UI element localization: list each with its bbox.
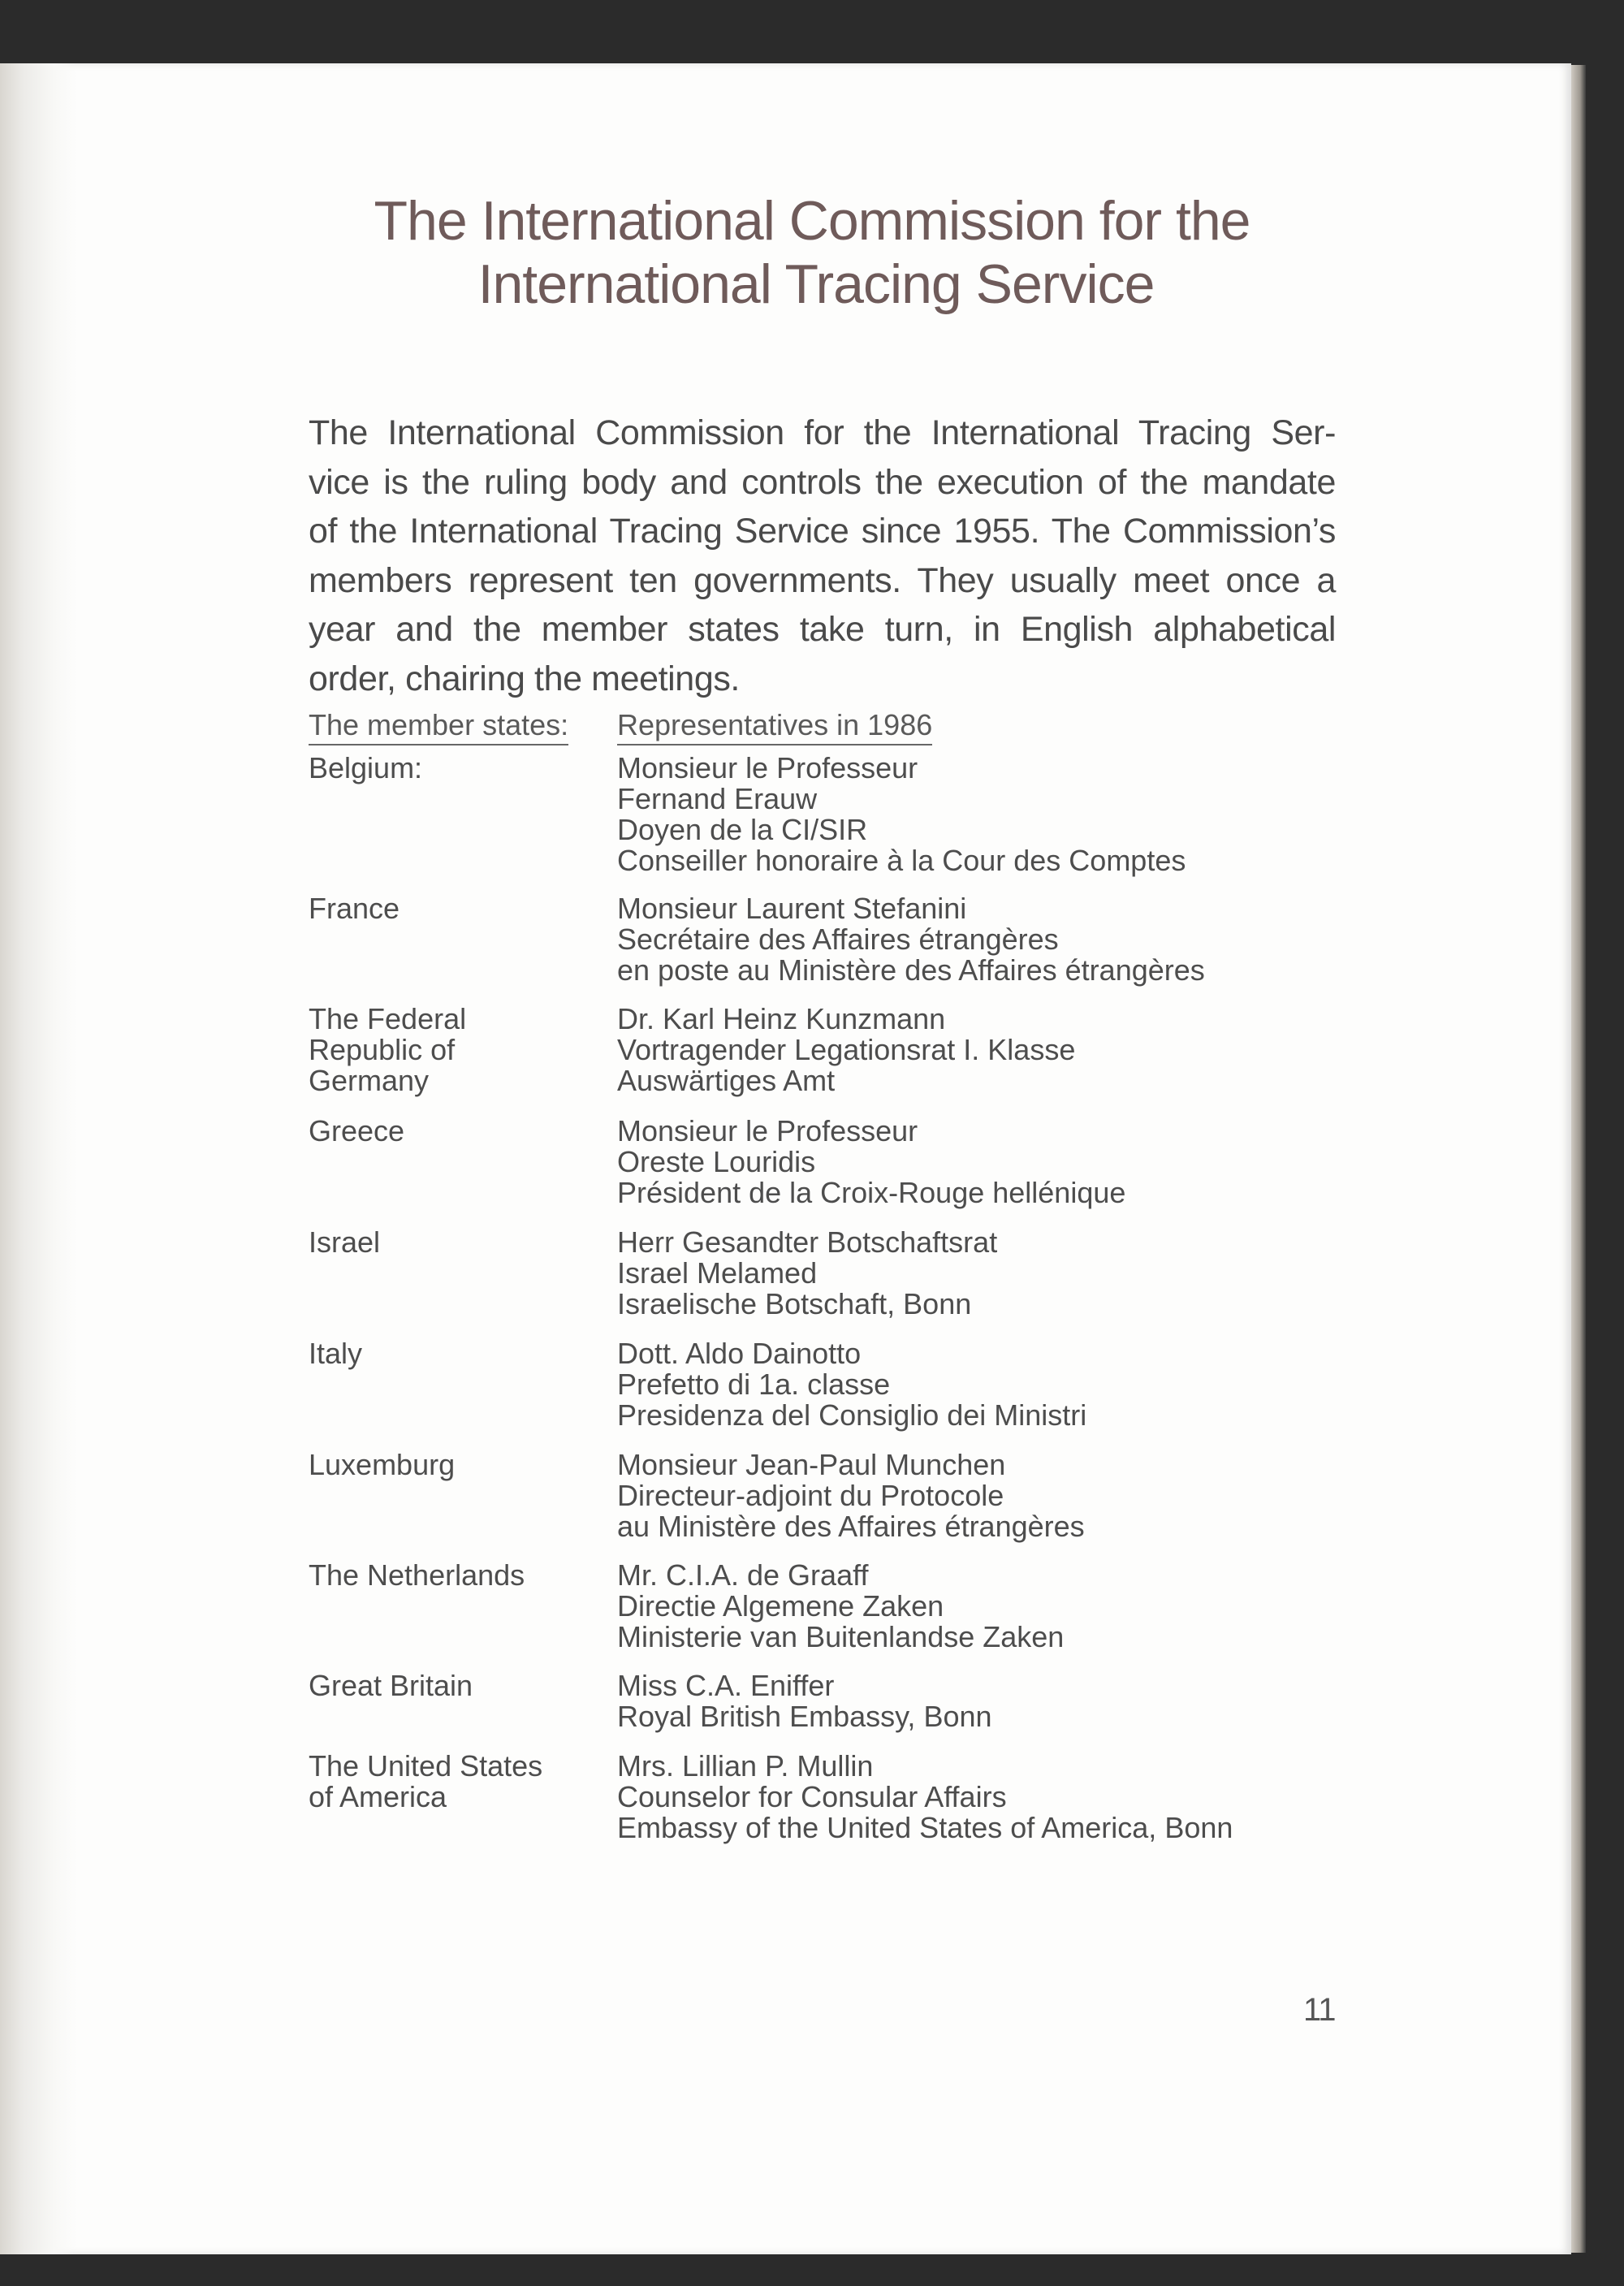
representative-cell xyxy=(617,1450,1085,1542)
representative-line: Herr Gesandter Botschaftsrat xyxy=(617,1225,998,1259)
representative-line: Embassy of the United States of America, Bonn xyxy=(617,1811,1233,1844)
page-edge xyxy=(1571,65,1586,2253)
representative-line: Dr. Karl Heinz Kunzmann xyxy=(617,1002,946,1035)
representative-cell xyxy=(617,1338,1086,1431)
page-title-line-1: The International Commission for the xyxy=(374,190,1250,252)
country-cell xyxy=(309,1338,362,1369)
representative-line: Mrs. Lillian P. Mullin xyxy=(617,1749,874,1783)
representative-line: Miss C.A. Eniffer xyxy=(617,1669,835,1702)
country-cell xyxy=(309,1560,525,1591)
representative-line: Directie Algemene Zaken xyxy=(617,1589,944,1623)
country-name: Italy xyxy=(309,1337,363,1370)
representative-cell xyxy=(617,1670,992,1732)
representative-line: Ministerie van Buitenlandse Zaken xyxy=(617,1620,1065,1653)
representative-line: Israel Melamed xyxy=(617,1256,818,1290)
representative-line: Directeur-adjoint du Protocole xyxy=(617,1479,1004,1512)
country-cell xyxy=(309,753,422,784)
representatives-header: Representatives in 1986 xyxy=(617,709,932,745)
representative-line: au Ministère des Affaires étrangères xyxy=(617,1510,1085,1543)
page-title-line-2: International Tracing Service xyxy=(477,253,1155,315)
representative-line: Auswärtiges Amt xyxy=(617,1064,836,1097)
country-cell xyxy=(309,1227,380,1258)
country-cell xyxy=(309,1116,404,1147)
country-cell xyxy=(309,1670,473,1701)
representative-cell xyxy=(617,1227,997,1320)
representative-line: Counselor for Consular Affairs xyxy=(617,1780,1007,1813)
country-name: Luxemburg xyxy=(309,1448,456,1481)
representative-cell xyxy=(617,1560,1064,1653)
intro-line: order, chairing the meetings. xyxy=(309,659,740,698)
representative-line: Monsieur Laurent Stefanini xyxy=(617,892,967,925)
intro-line: vice is the ruling body and controls the execution of the mandate xyxy=(309,462,1336,502)
country-name: of America xyxy=(309,1780,447,1813)
intro-paragraph xyxy=(309,408,1336,703)
page-title xyxy=(0,190,1624,315)
country-name: The Federal xyxy=(309,1002,467,1035)
intro-line: The International Commission for the International Tracing Ser- xyxy=(309,413,1336,452)
representative-line: Dott. Aldo Dainotto xyxy=(617,1337,862,1370)
country-cell xyxy=(309,1004,466,1096)
representative-cell xyxy=(617,1751,1233,1843)
representative-cell xyxy=(617,893,1205,986)
representative-line: Presidenza del Consiglio dei Ministri xyxy=(617,1398,1087,1432)
representative-line: Oreste Louridis xyxy=(617,1145,816,1178)
page-gutter-shadow xyxy=(0,63,77,2254)
country-name: Great Britain xyxy=(309,1669,473,1702)
country-name: The Netherlands xyxy=(309,1558,525,1592)
country-name: The United States xyxy=(309,1749,543,1783)
representative-line: Secrétaire des Affaires étrangères xyxy=(617,923,1059,956)
representative-line: Prefetto di 1a. classe xyxy=(617,1368,891,1401)
page-number: 11 xyxy=(1303,1992,1336,2028)
representative-line: Doyen de la CI/SIR xyxy=(617,813,868,846)
intro-line: year and the member states take turn, in English alphabetical xyxy=(309,610,1336,649)
intro-line: members represent ten governments. They usually meet once a xyxy=(309,560,1336,600)
country-name: France xyxy=(309,892,400,925)
country-name: Belgium: xyxy=(309,751,423,784)
representative-line: Monsieur le Professeur xyxy=(617,751,918,784)
representative-cell xyxy=(617,753,1186,876)
representative-line: Vortragender Legationsrat I. Klasse xyxy=(617,1033,1076,1066)
representative-line: Conseiller honoraire à la Cour des Comptes xyxy=(617,844,1186,877)
member-states-header: The member states: xyxy=(309,709,568,745)
representative-cell xyxy=(617,1004,1075,1096)
representative-line: en poste au Ministère des Affaires étrangères xyxy=(617,953,1205,987)
representative-cell xyxy=(617,1116,1125,1208)
representative-line: Israelische Botschaft, Bonn xyxy=(617,1287,972,1320)
country-name: Germany xyxy=(309,1064,430,1097)
country-cell xyxy=(309,893,400,924)
representative-line: Mr. C.I.A. de Graaff xyxy=(617,1558,869,1592)
country-name: Israel xyxy=(309,1225,381,1259)
intro-line: of the International Tracing Service since 1955. The Commission’s xyxy=(309,512,1336,551)
representative-line: Royal British Embassy, Bonn xyxy=(617,1700,992,1733)
country-name: Republic of xyxy=(309,1033,456,1066)
representative-line: Monsieur Jean-Paul Munchen xyxy=(617,1448,1006,1481)
representative-line: Monsieur le Professeur xyxy=(617,1114,918,1147)
country-cell xyxy=(309,1450,455,1480)
representative-line: Président de la Croix-Rouge hellénique xyxy=(617,1176,1126,1209)
representative-line: Fernand Erauw xyxy=(617,782,818,815)
country-name: Greece xyxy=(309,1114,405,1147)
country-cell xyxy=(309,1751,542,1813)
